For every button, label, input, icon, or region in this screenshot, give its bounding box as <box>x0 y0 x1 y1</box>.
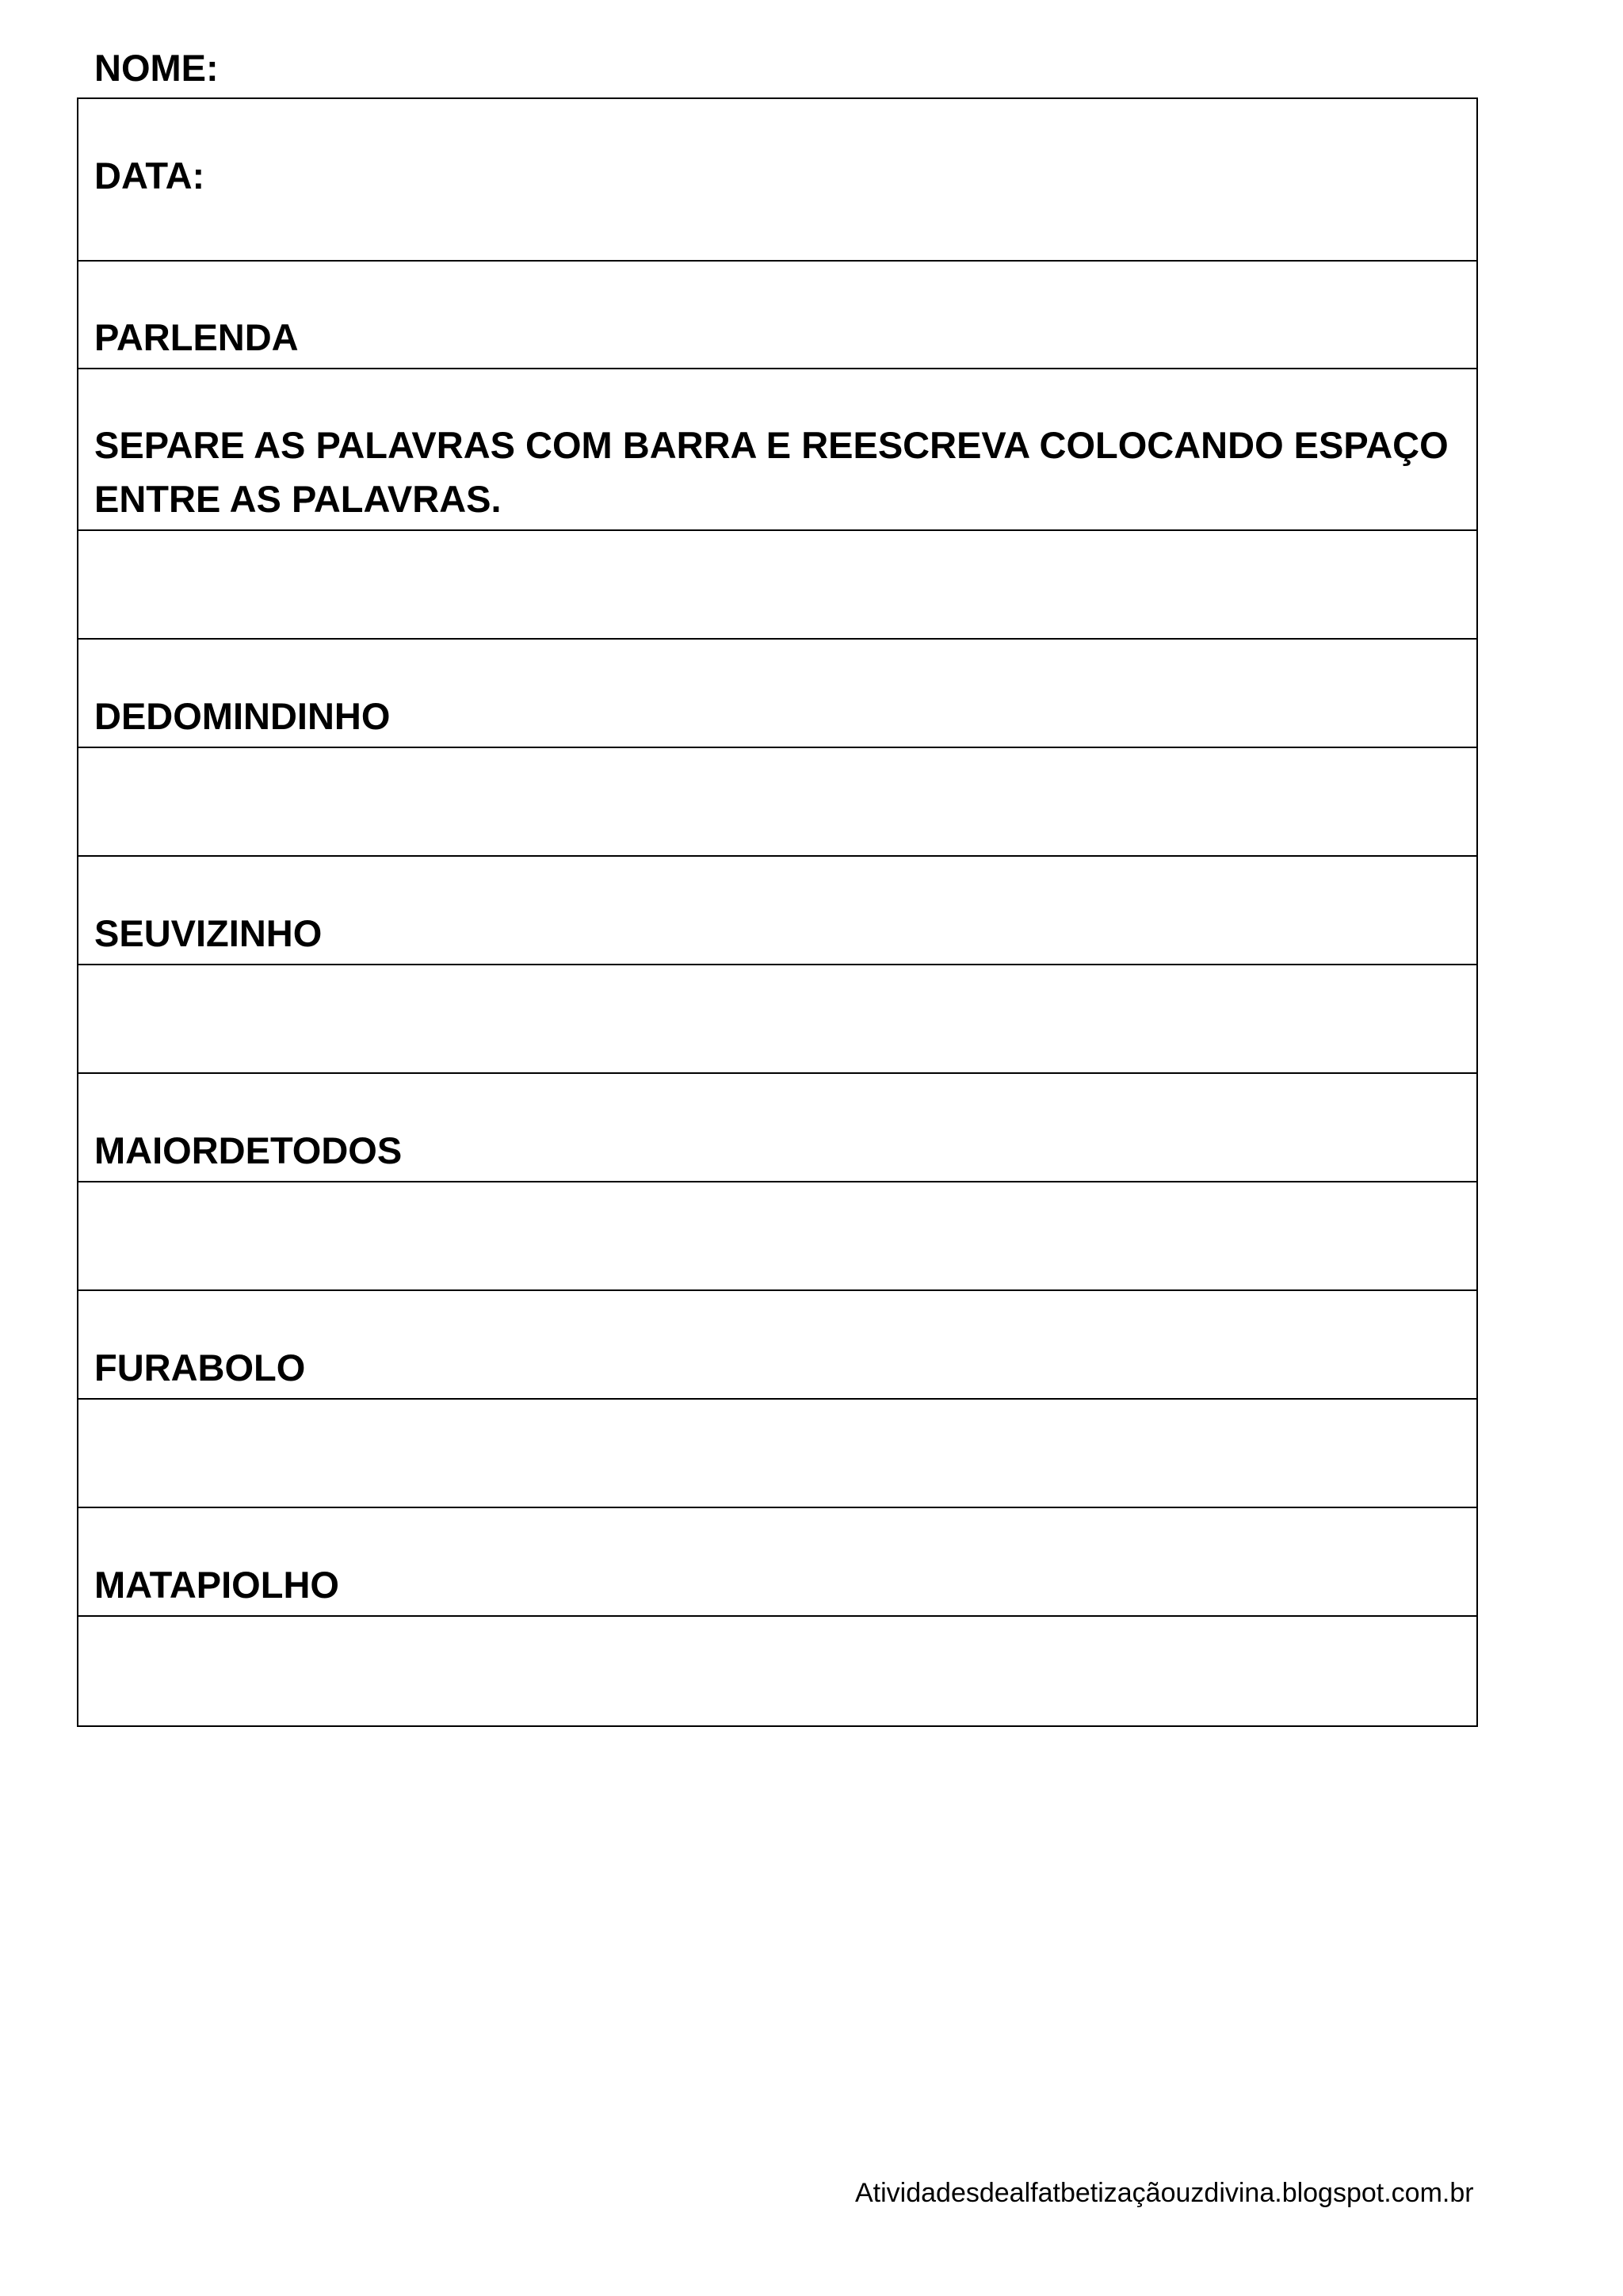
word-label: FURABOLO <box>94 1347 306 1389</box>
word-label: SEUVIZINHO <box>94 912 323 954</box>
word-row <box>78 1291 1476 1400</box>
answer-row[interactable] <box>78 1617 1476 1725</box>
word-row <box>78 640 1476 748</box>
worksheet-title: PARLENDA <box>94 316 299 358</box>
instruction-row <box>78 369 1476 531</box>
answer-row[interactable] <box>78 1182 1476 1291</box>
word-row <box>78 1508 1476 1617</box>
name-label: NOME: <box>94 47 219 89</box>
date-label: DATA: <box>94 155 205 197</box>
worksheet-table <box>77 47 1478 1727</box>
title-row <box>78 262 1476 369</box>
header-row <box>78 47 1476 262</box>
answer-row[interactable] <box>78 1400 1476 1508</box>
word-label: MATAPIOLHO <box>94 1564 339 1606</box>
word-label: DEDOMINDINHO <box>94 695 391 737</box>
answer-row[interactable] <box>78 748 1476 857</box>
answer-row[interactable] <box>78 531 1476 640</box>
word-row <box>78 857 1476 965</box>
answer-row[interactable] <box>78 965 1476 1074</box>
word-label: MAIORDETODOS <box>94 1129 403 1171</box>
instruction-text: SEPARE AS PALAVRAS COM BARRA E REESCREVA COLOCANDO ESPAÇO ENTRE AS PALAVRAS. <box>94 424 1449 520</box>
footer-source: Atividadesdealfatbetizaçãouzdivina.blogspot.com.br <box>855 2178 1474 2208</box>
word-row <box>78 1074 1476 1182</box>
